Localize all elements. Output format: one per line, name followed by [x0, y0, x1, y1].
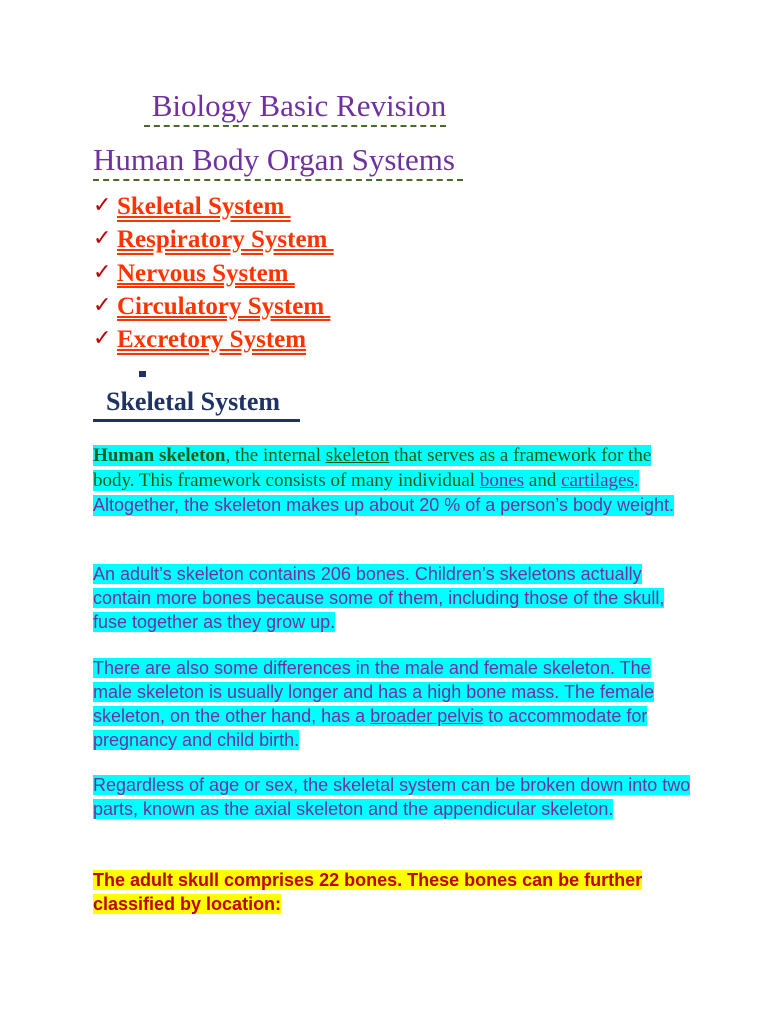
organ-systems-title: Human Body Organ Systems: [93, 142, 463, 181]
paragraph-skeleton-parts: [93, 773, 693, 821]
section-heading-skeletal: Skeletal System: [93, 386, 300, 422]
link-circulatory-system[interactable]: Circulatory System: [117, 292, 331, 320]
text-fragment: There are also some differences in the male and female skeleton. The male skeleton is usually longer and has a high bone mass. The female skeleton, on the other hand, has a: [93, 658, 654, 726]
link-cartilages[interactable]: cartilages: [561, 470, 634, 491]
checkmark-icon: ✓: [93, 292, 112, 318]
checkmark-icon: ✓: [93, 326, 112, 351]
text-fragment: The adult skull comprises 22 bones. These bones can be further classified by location:: [93, 870, 643, 914]
bullet-icon: [139, 371, 146, 377]
paragraph-skull-bones: [93, 868, 693, 916]
text-fragment: , the internal: [225, 445, 326, 466]
link-skeletal-system[interactable]: Skeletal System: [117, 193, 291, 220]
paragraph-skeleton-intro: [93, 444, 693, 518]
text-fragment: to accommodate for pregnancy and child birth.: [93, 706, 648, 750]
link-broader-pelvis[interactable]: broader pelvis: [370, 706, 484, 726]
link-respiratory-system[interactable]: Respiratory System: [117, 226, 334, 254]
checkmark-icon: ✓: [93, 259, 112, 285]
term-human-skeleton: Human skeleton: [93, 445, 226, 466]
link-skeleton[interactable]: skeleton: [325, 445, 390, 466]
paragraph-bone-count: [93, 562, 693, 634]
list-item: [93, 259, 334, 292]
list-item: [93, 225, 334, 258]
link-nervous-system[interactable]: Nervous System: [117, 259, 295, 287]
list-item: [93, 192, 334, 225]
text-fragment: An adult’s skeleton contains 206 bones. Children’s skeletons actually contain more bones because some of them, including those of the skull, fuse together as they grow up.: [93, 564, 665, 632]
checkmark-icon: ✓: [93, 226, 112, 252]
revision-title: Biology Basic Revision: [144, 88, 446, 127]
paragraph-sex-differences: [93, 656, 693, 752]
checkmark-icon: ✓: [93, 193, 112, 218]
text-fragment: Regardless of age or sex, the skeletal system can be broken down into two parts, known as the axial skeleton and the appendicular skeleton.: [93, 775, 691, 819]
link-excretory-system[interactable]: Excretory System: [117, 326, 307, 353]
list-item: [93, 325, 334, 358]
link-bones[interactable]: bones: [479, 470, 525, 491]
text-fragment: and: [524, 470, 562, 491]
text-fragment: . Altogether, the skeleton makes up about 20 % of a person’s body weight.: [93, 470, 675, 515]
systems-list: [93, 192, 334, 358]
text-fragment: that serves as a framework for the body. This framework consists of many individual: [93, 445, 652, 491]
list-item: [93, 292, 334, 325]
